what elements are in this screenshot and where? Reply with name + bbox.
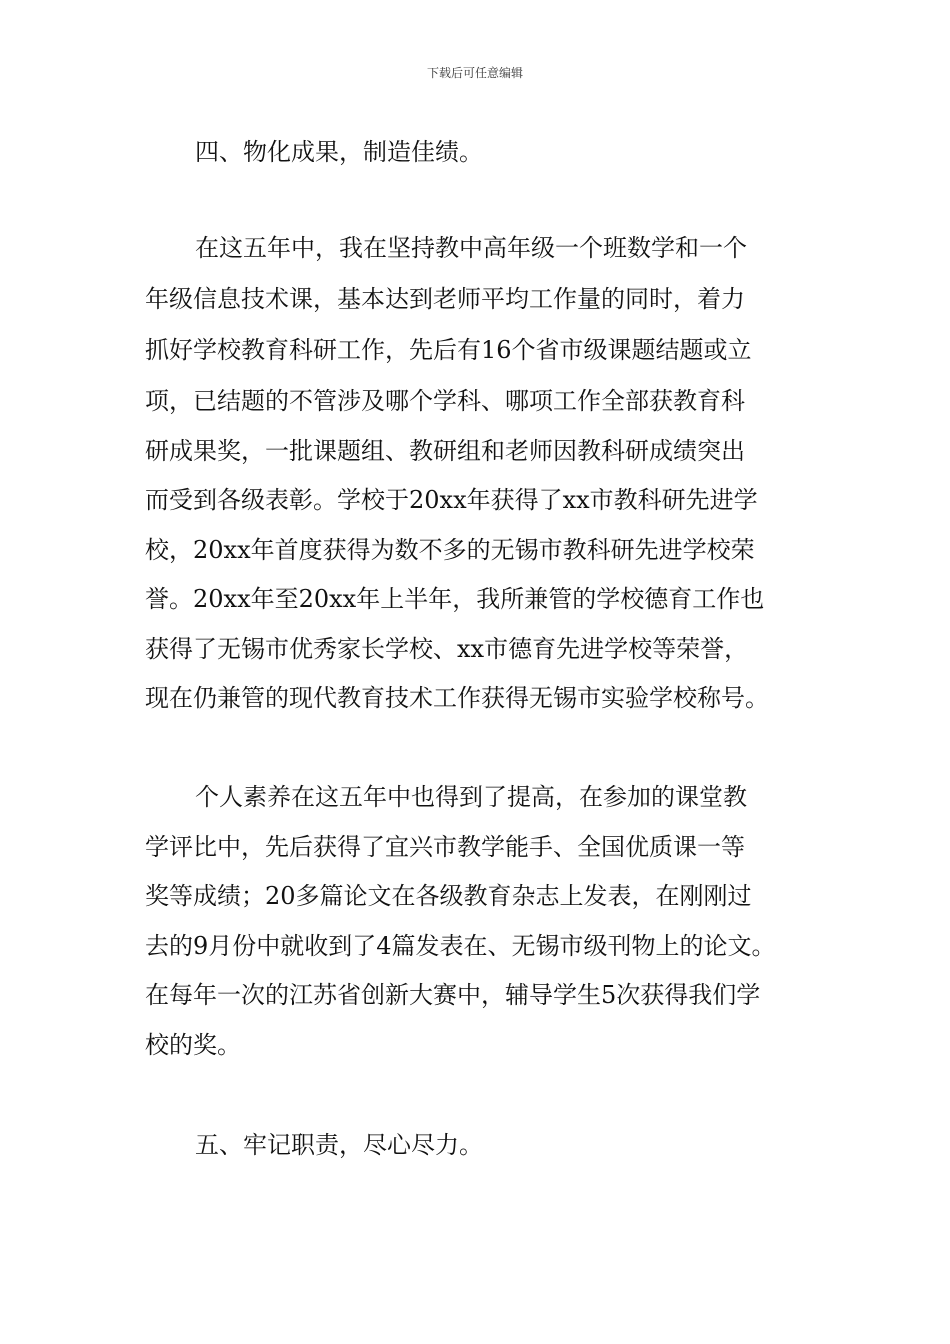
paragraph-line: 个人素养在这五年中也得到了提高，在参加的课堂教: [195, 783, 747, 811]
section-heading-4: 四、物化成果，制造佳绩。: [195, 138, 483, 166]
paragraph-line: 而受到各级表彰。学校于20xx年获得了xx市教科研先进学: [145, 486, 758, 514]
paragraph-line: 学评比中，先后获得了宜兴市教学能手、全国优质课一等: [145, 833, 745, 861]
paragraph-line: 奖等成绩；20多篇论文在各级教育杂志上发表，在刚刚过: [145, 882, 752, 910]
paragraph-line: 年级信息技术课，基本达到老师平均工作量的同时，着力: [145, 285, 745, 313]
paragraph-line: 在每年一次的江苏省创新大赛中，辅导学生5次获得我们学: [145, 981, 761, 1009]
section-heading-5: 五、牢记职责，尽心尽力。: [195, 1131, 483, 1159]
paragraph-line: 去的9月份中就收到了4篇发表在、无锡市级刊物上的论文。: [145, 932, 776, 960]
paragraph-line: 现在仍兼管的现代教育技术工作获得无锡市实验学校称号。: [145, 684, 769, 712]
paragraph-line: 项，已结题的不管涉及哪个学科、哪项工作全部获教育科: [145, 387, 745, 415]
paragraph-line: 获得了无锡市优秀家长学校、xx市德育先进学校等荣誉，: [145, 635, 749, 663]
paragraph-line: 校的奖。: [145, 1031, 241, 1059]
paragraph-line: 研成果奖，一批课题组、教研组和老师因教科研成绩突出: [145, 437, 745, 465]
paragraph-line: 誉。20xx年至20xx年上半年，我所兼管的学校德育工作也: [145, 585, 765, 613]
paragraph-line: 抓好学校教育科研工作，先后有16个省市级课题结题或立: [145, 336, 752, 364]
paragraph-line: 在这五年中，我在坚持教中高年级一个班数学和一个: [195, 234, 747, 262]
header-note: 下载后可任意编辑: [426, 66, 523, 80]
paragraph-line: 校，20xx年首度获得为数不多的无锡市教科研先进学校荣: [145, 536, 755, 564]
